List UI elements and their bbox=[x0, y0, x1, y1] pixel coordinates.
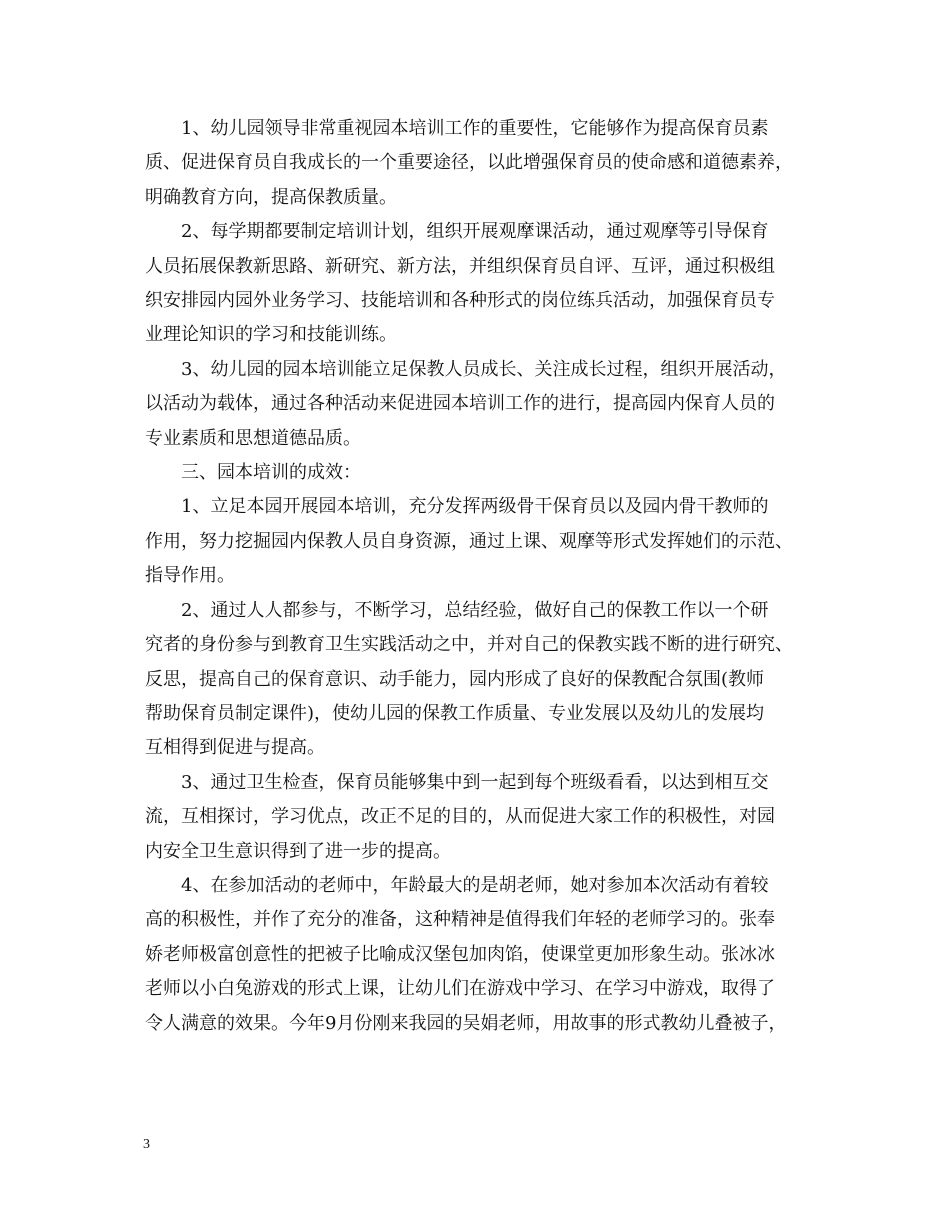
paragraph-line: 1、立足本园开展园本培训，充分发挥两级骨干保育员以及园内骨干教师的 bbox=[181, 496, 769, 518]
paragraph-line: 织安排园内园外业务学习、技能培训和各种形式的岗位练兵活动，加强保育员专 bbox=[145, 290, 775, 312]
paragraph-line: 流，互相探讨，学习优点，改正不足的目的，从而促进大家工作的积极性，对园 bbox=[145, 806, 775, 828]
section-heading-3 bbox=[145, 456, 810, 490]
paragraph-line: 老师以小白兔游戏的形式上课，让幼儿们在游戏中学习、在学习中游戏，取得了 bbox=[145, 978, 775, 1000]
paragraph-line: 互相得到促进与提高。 bbox=[145, 737, 325, 759]
paragraph-line: 2、通过人人都参与，不断学习，总结经验，做好自己的保教工作以一个研 bbox=[181, 599, 769, 621]
paragraph-line: 4、在参加活动的老师中，年龄最大的是胡老师，她对参加本次活动有着较 bbox=[181, 874, 769, 896]
paragraph-line: 反思，提高自己的保育意识、动手能力，园内形成了良好的保教配合氛围(教师 bbox=[145, 668, 765, 690]
paragraph-line: 3、幼儿园的园本培训能立足保教人员成长、关注成长过程，组织开展活动， bbox=[181, 358, 787, 380]
paragraph-line: 究者的身份参与到教育卫生实践活动之中，并对自己的保教实践不断的进行研究、 bbox=[145, 634, 793, 656]
paragraph-line: 业理论知识的学习和技能训练。 bbox=[145, 324, 397, 346]
paragraph-line: 帮助保育员制定课件)，使幼儿园的保教工作质量、专业发展以及幼儿的发展均 bbox=[145, 702, 765, 724]
paragraph-line: 明确教育方向，提高保教质量。 bbox=[145, 186, 397, 208]
paragraph-line: 人员拓展保教新思路、新研究、新方法，并组织保育员自评、互评，通过积极组 bbox=[145, 255, 775, 277]
paragraph-line: 作用，努力挖掘园内保教人员自身资源，通过上课、观摩等形式发挥她们的示范、 bbox=[145, 530, 793, 552]
paragraph-7 bbox=[145, 869, 810, 1041]
paragraph-line: 1、幼儿园领导非常重视园本培训工作的重要性，它能够作为提高保育员素 bbox=[181, 118, 769, 139]
paragraph-line: 以活动为载体，通过各种活动来促进园本培训工作的进行，提高园内保育人员的 bbox=[145, 393, 775, 415]
paragraph-line: 令人满意的效果。今年9月份刚来我园的吴娟老师，用故事的形式教幼儿叠被子， bbox=[145, 1012, 787, 1034]
paragraph-5 bbox=[145, 594, 810, 766]
section-heading-text: 三、园本培训的成效： bbox=[181, 462, 361, 484]
page-number: 3 bbox=[143, 1137, 150, 1152]
paragraph-6 bbox=[145, 766, 810, 869]
paragraph-line: 指导作用。 bbox=[145, 565, 235, 587]
paragraph-line: 2、每学期都要制定培训计划，组织开展观摩课活动，通过观摩等引导保育 bbox=[181, 221, 769, 243]
paragraph-2 bbox=[145, 215, 810, 353]
document-body bbox=[145, 112, 810, 1041]
paragraph-3 bbox=[145, 353, 810, 456]
paragraph-line: 3、通过卫生检查，保育员能够集中到一起到每个班级看看，以达到相互交 bbox=[181, 771, 769, 793]
paragraph-1 bbox=[145, 112, 810, 215]
paragraph-line: 专业素质和思想道德品质。 bbox=[145, 427, 361, 449]
paragraph-line: 质、促进保育员自我成长的一个重要途径，以此增强保育员的使命感和道德素养， bbox=[145, 152, 793, 174]
paragraph-line: 内安全卫生意识得到了进一步的提高。 bbox=[145, 840, 451, 862]
paragraph-4 bbox=[145, 490, 810, 593]
paragraph-line: 高的积极性，并作了充分的准备，这种精神是值得我们年轻的老师学习的。张奉 bbox=[145, 909, 775, 931]
paragraph-line: 娇老师极富创意性的把被子比喻成汉堡包加肉馅，使课堂更加形象生动。张冰冰 bbox=[145, 943, 775, 965]
